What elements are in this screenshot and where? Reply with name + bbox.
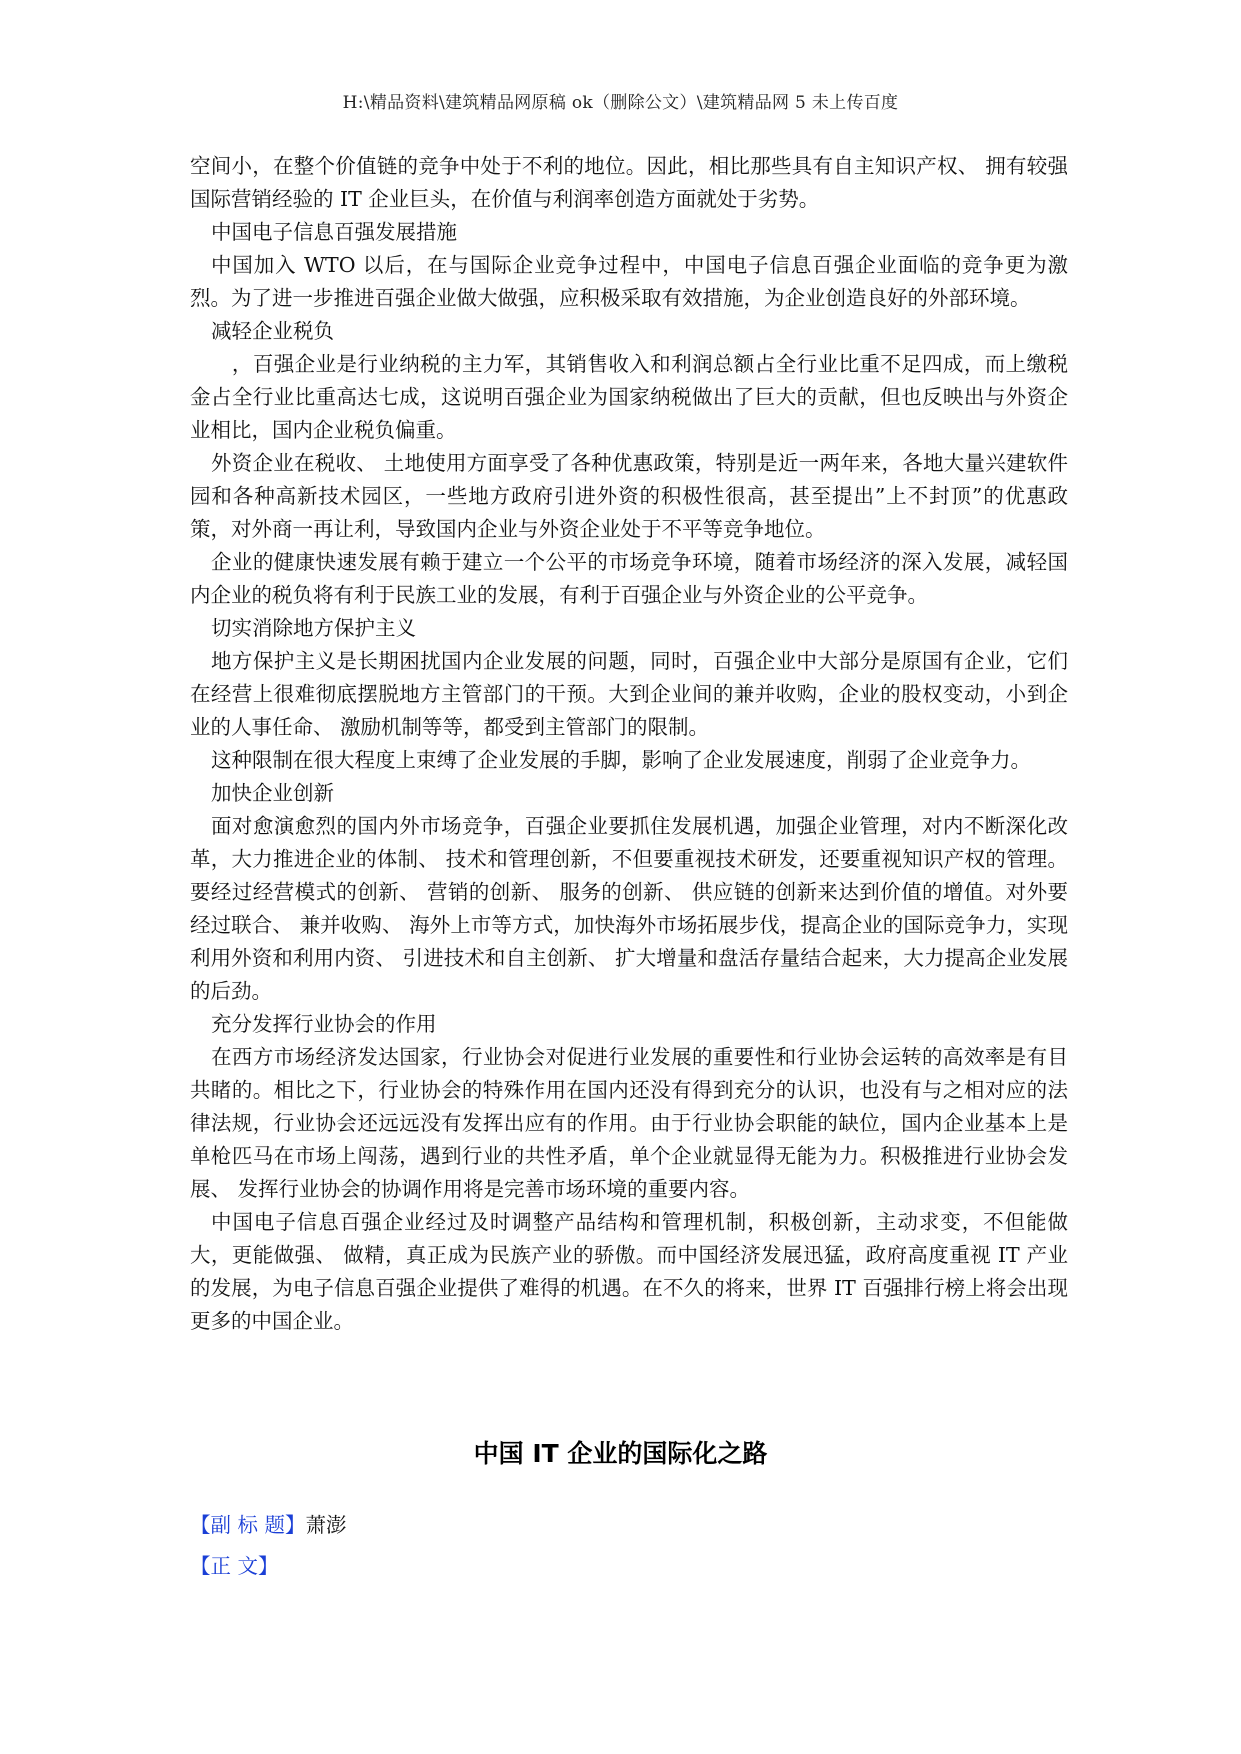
paragraph: 中国加入 WTO 以后，在与国际企业竞争过程中，中国电子信息百强企业面临的竞争更为激烈。为了进一步推进百强企业做大做强，应积极采取有效措施，为企业创造良好的外部环境。	[190, 253, 1068, 310]
section-heading: 加快企业创新	[211, 781, 334, 805]
page-header-path: H:\精品资料\建筑精品网原稿 ok（删除公文）\建筑精品网 5 未上传百度	[342, 93, 899, 113]
paragraph: 面对愈演愈烈的国内外市场竞争，百强企业要抓住发展机遇，加强企业管理，对内不断深化改革，大力推进企业的体制、 技术和管理创新，不但要重视技术研发，还要重视知识产权的管理。要经过经营模式的创新、 营销的创新、 服务的创新、 供应链的创新来达到价值的增值。对外要经过联合、 兼并收购、 海外上市等方式，加快海外市场拓展步伐，提高企业的国际竞争力，实现利用外资和利用内资、 引进技术和自主创新、 扩大增量和盘活存量结合起来，大力提高企业发展的后劲。	[190, 814, 1068, 1003]
article-body	[190, 150, 1068, 1338]
paragraph: 企业的健康快速发展有赖于建立一个公平的市场竞争环境，随着市场经济的深入发展，减轻国内企业的税负将有利于民族工业的发展，有利于百强企业与外资企业的公平竞争。	[190, 550, 1068, 607]
paragraph: 中国电子信息百强企业经过及时调整产品结构和管理机制，积极创新，主动求变，不但能做大，更能做强、 做精，真正成为民族产业的骄傲。而中国经济发展迅猛，政府高度重视 IT 产业的发展，为电子信息百强企业提供了难得的机遇。在不久的将来，世界 IT 百强排行榜上将会出现更多的中国企业。	[190, 1210, 1068, 1333]
subtitle-tag: 【副 标 题】	[190, 1513, 306, 1537]
subtitle-line	[190, 1510, 347, 1540]
paragraph: 外资企业在税收、 土地使用方面享受了各种优惠政策，特别是近一两年来，各地大量兴建软件园和各种高新技术园区，一些地方政府引进外资的积极性很高，甚至提出”上不封顶”的优惠政策，对外商一再让利，导致国内企业与外资企业处于不平等竞争地位。	[190, 451, 1068, 541]
paragraph: 空间小，在整个价值链的竞争中处于不利的地位。因此，相比那些具有自主知识产权、 拥有较强国际营销经验的 IT 企业巨头，在价值与利润率创造方面就处于劣势。	[190, 154, 1068, 211]
section-heading: 充分发挥行业协会的作用	[211, 1012, 437, 1036]
section-heading: 切实消除地方保护主义	[211, 616, 416, 640]
paragraph: ，百强企业是行业纳税的主力军，其销售收入和利润总额占全行业比重不足四成，而上缴税金占全行业比重高达七成，这说明百强企业为国家纳税做出了巨大的贡献，但也反映出与外资企业相比，国内企业税负偏重。	[190, 352, 1068, 442]
paragraph: 这种限制在很大程度上束缚了企业发展的手脚，影响了企业发展速度，削弱了企业竞争力。	[211, 748, 1031, 772]
paragraph: 在西方市场经济发达国家，行业协会对促进行业发展的重要性和行业协会运转的高效率是有目共睹的。相比之下，行业协会的特殊作用在国内还没有得到充分的认识，也没有与之相对应的法律法规，行业协会还远远没有发挥出应有的作用。由于行业协会职能的缺位，国内企业基本上是单枪匹马在市场上闯荡，遇到行业的共性矛盾，单个企业就显得无能为力。积极推进行业协会发展、 发挥行业协会的协调作用将是完善市场环境的重要内容。	[190, 1045, 1068, 1201]
article-title: 中国 IT 企业的国际化之路	[473, 1439, 768, 1468]
section-heading: 中国电子信息百强发展措施	[211, 220, 457, 244]
body-tag: 【正 文】	[190, 1554, 279, 1578]
body-line	[190, 1551, 279, 1581]
subtitle-value: 萧澎	[305, 1513, 347, 1537]
paragraph: 地方保护主义是长期困扰国内企业发展的问题，同时，百强企业中大部分是原国有企业，它们在经营上很难彻底摆脱地方主管部门的干预。大到企业间的兼并收购，企业的股权变动，小到企业的人事任命、 激励机制等等，都受到主管部门的限制。	[190, 649, 1068, 739]
section-heading: 减轻企业税负	[211, 319, 334, 343]
